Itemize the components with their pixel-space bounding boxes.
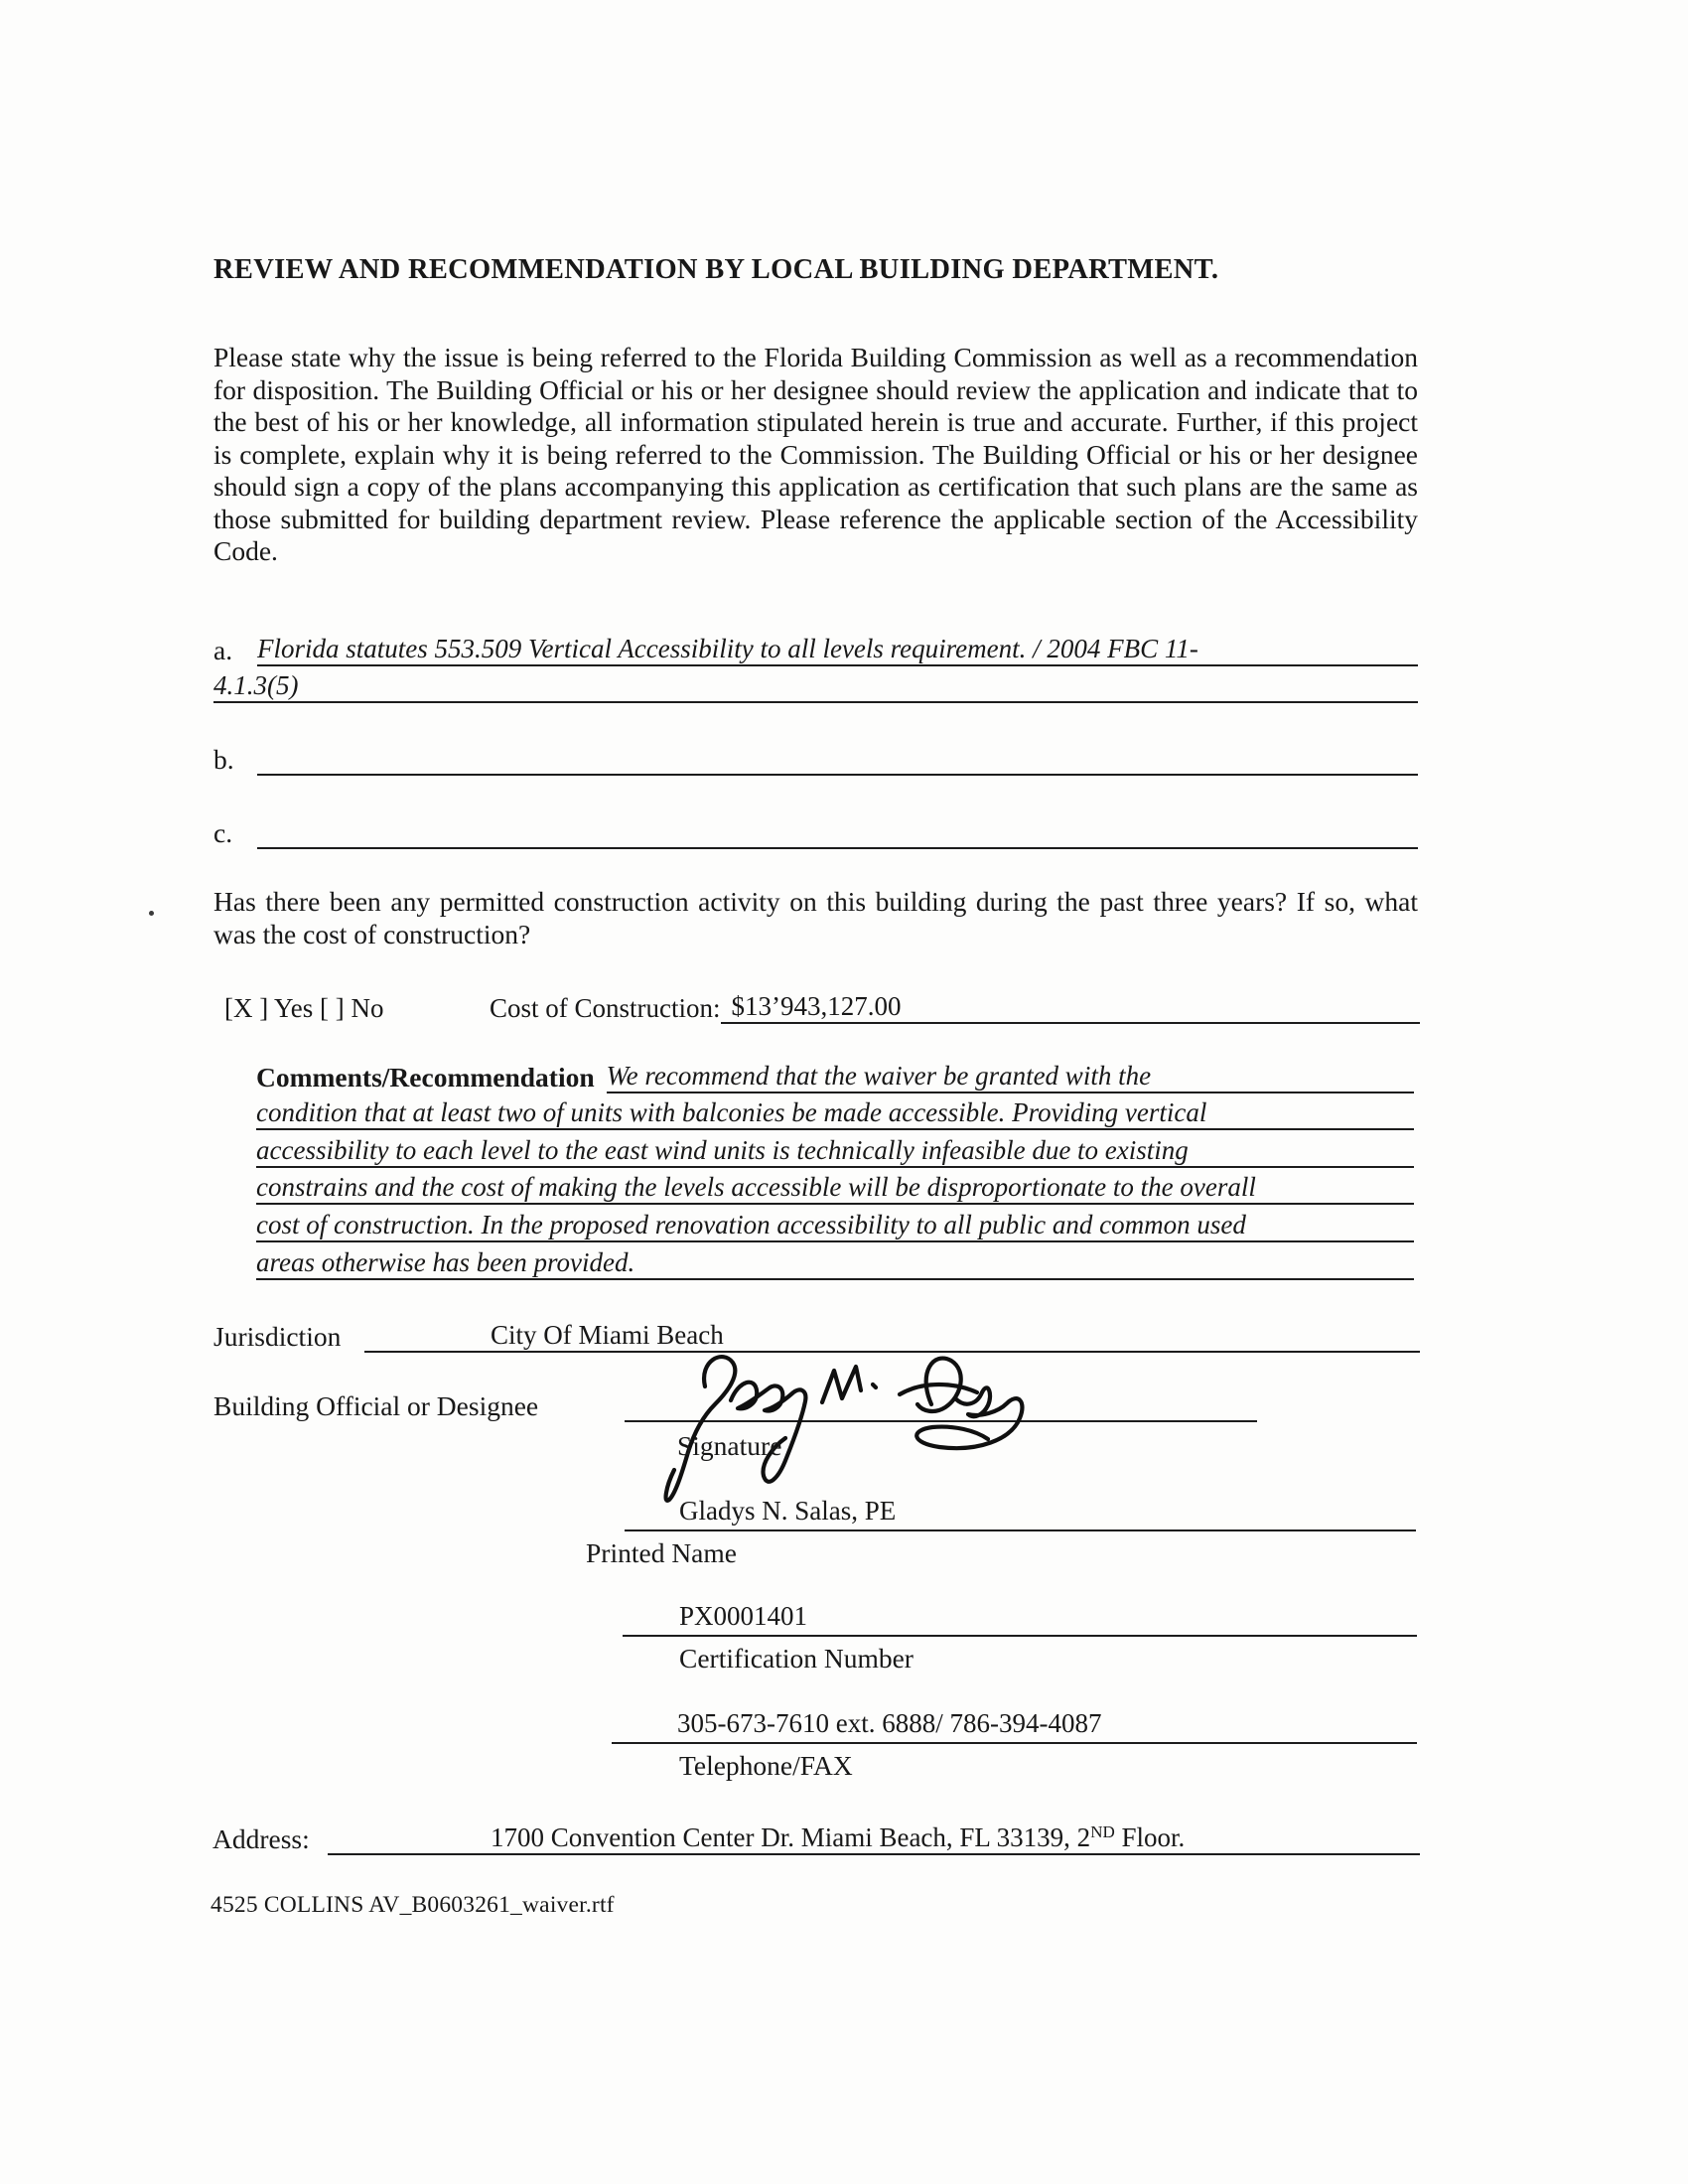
page-title: REVIEW AND RECOMMENDATION BY LOCAL BUILDING DEPARTMENT. <box>213 254 1219 285</box>
address-ordinal-superscript: ND <box>1090 1822 1115 1841</box>
yes-no-checkboxes: [X ] Yes [ ] No <box>224 993 384 1023</box>
referral-item-a <box>213 630 1418 703</box>
certification-number-line <box>623 1635 1417 1637</box>
signature-handwriting <box>643 1343 1080 1512</box>
item-a-entry-line1: Florida statutes 553.509 Vertical Accessibility to all levels requirement. / 2004 FBC 11- <box>257 634 1418 666</box>
telephone-fax-line <box>612 1742 1417 1744</box>
item-a-label: a. <box>213 635 233 665</box>
comments-line-6: areas otherwise has been provided. <box>256 1247 1414 1280</box>
address-label: Address: <box>212 1823 310 1854</box>
comments-line-2: condition that at least two of units with balconies be made accessible. Providing vertical <box>256 1097 1414 1130</box>
jurisdiction-value: City Of Miami Beach <box>364 1320 1420 1353</box>
intro-paragraph: Please state why the issue is being referred to the Florida Building Commission as well as a recommendation for disposition. The Building Official or his or her designee should review the application and indicate that to the best of his or her knowledge, all information stipulated herein is true and accurate. Further, if this project is complete, explain why it is being referred to the Commission. The Building Official or his or her designee should sign a copy of the plans accompanying this application as certification that such plans are the same as those submitted for building department review. Please reference the applicable section of the Accessibility Code. <box>213 342 1418 566</box>
construction-activity-question: Has there been any permitted construction activity on this building during the past three years? If so, what was the cost of construction? <box>213 886 1418 949</box>
comments-line-4: constrains and the cost of making the levels accessible will be disproportionate to the overall <box>256 1172 1414 1205</box>
certification-number-value: PX0001401 <box>679 1601 808 1631</box>
comments-recommendation-section <box>256 1056 1414 1280</box>
comments-line-3: accessibility to each level to the east wind units is technically infeasible due to existing <box>256 1135 1414 1168</box>
jurisdiction-label: Jurisdiction <box>213 1321 342 1352</box>
address-value: 1700 Convention Center Dr. Miami Beach, FL 33139, 2ND Floor. <box>328 1822 1420 1855</box>
item-c-label: c. <box>213 817 233 848</box>
printed-name-line <box>625 1529 1416 1531</box>
cost-of-construction-label: Cost of Construction: <box>490 993 721 1023</box>
referral-item-c <box>213 812 1418 849</box>
printed-name-value: Gladys N. Salas, PE <box>679 1496 897 1526</box>
comments-line-1: We recommend that the waiver be granted with the <box>607 1061 1414 1093</box>
printed-name-label: Printed Name <box>586 1537 737 1568</box>
address-row <box>212 1820 1420 1855</box>
document-filename: 4525 COLLINS AV_B0603261_waiver.rtf <box>211 1892 615 1918</box>
item-b-entry-line <box>257 774 1418 776</box>
certification-number-label: Certification Number <box>679 1643 914 1674</box>
telephone-fax-value: 305-673-7610 ext. 6888/ 786-394-4087 <box>677 1708 1102 1738</box>
item-b-label: b. <box>213 744 234 775</box>
comments-line-5: cost of construction. In the proposed renovation accessibility to all public and common used <box>256 1210 1414 1242</box>
comments-label: Comments/Recommendation <box>256 1061 595 1092</box>
cost-of-construction-value: $13’943,127.00 <box>721 991 1420 1024</box>
item-a-entry-line2: 4.1.3(5) <box>213 670 1418 703</box>
construction-activity-row <box>224 988 1420 1024</box>
referral-item-b <box>213 739 1418 776</box>
item-c-entry-line <box>257 847 1418 849</box>
signature-caption: Signature <box>677 1430 782 1461</box>
building-official-label: Building Official or Designee <box>213 1390 539 1421</box>
scan-artifact-dot <box>149 911 154 916</box>
telephone-fax-label: Telephone/FAX <box>679 1750 853 1781</box>
